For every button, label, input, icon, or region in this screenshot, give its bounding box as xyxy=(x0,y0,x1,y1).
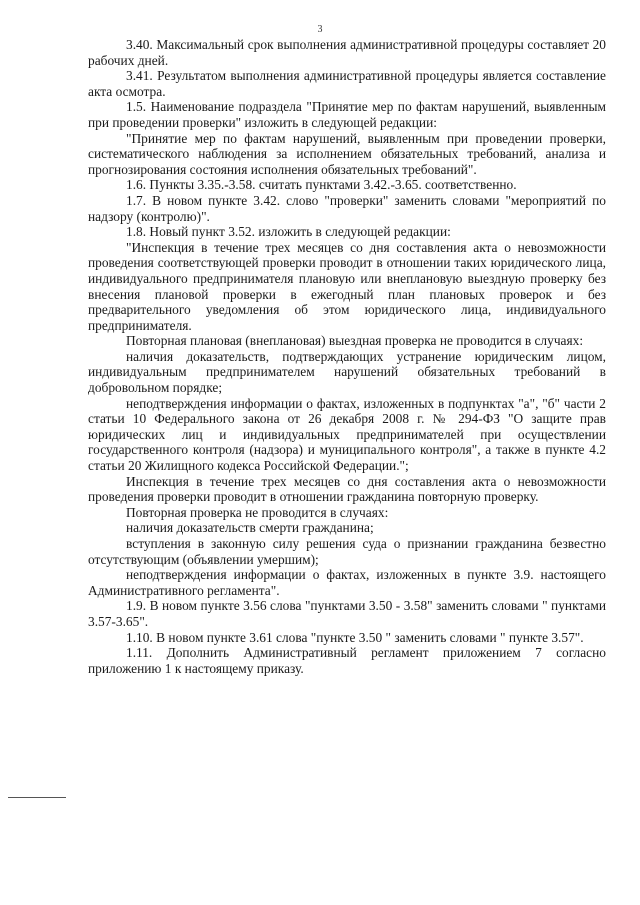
paragraph-citizen-unconfirmed: неподтверждения информации о фактах, изложенных в пункте 3.9. настоящего Административного регламента". xyxy=(88,567,606,598)
paragraph-citizen-cases: Повторная проверка не проводится в случаях: xyxy=(126,504,389,520)
paragraph-1-8-text: "Инспекция в течение трех месяцев со дня составления акта о невозможности проведения соответствующей проверки проводит в отношении таких юридического лица, индивидуального предпринимателя плановую или внеплановую выездную проверку без внесения плановой проверки в ежегодный план плановых проверок и без предварительного уведомления об этом юридического лица, индивидуального предпринимателя. xyxy=(88,239,606,333)
paragraph-1-7: 1.7. В новом пункте 3.42. слово "проверки" заменить словами "мероприятий по надзору (контролю)". xyxy=(88,192,606,224)
paragraph-repeat-inspection: Повторная плановая (внеплановая) выездная проверка не проводится в случаях: xyxy=(126,333,584,349)
paragraph-3-41: 3.41. Результатом выполнения административной процедуры является составление акта осмотра. xyxy=(88,68,606,99)
paragraph-citizen-inspection: Инспекция в течение трех месяцев со дня составления акта о невозможности проведения проверки проводит в отношении гражданина повторную проверку. xyxy=(88,473,606,505)
paragraph-citizen-death: наличия доказательств смерти гражданина; xyxy=(126,520,374,536)
paragraph-case-evidence: наличия доказательств, подтверждающих устранение юридическим лицом, индивидуальным предпринимателем нарушений обязательных требований в добровольном порядке; xyxy=(88,348,606,396)
paragraph-1-5-text: "Принятие мер по фактам нарушений, выявленным при проведении проверки, систематического наблюдения за исполнением обязательных требований, анализа и прогнозирования состояния исполнения обязательных требований". xyxy=(88,130,606,177)
paragraph-1-6: 1.6. Пункты 3.35.-3.58. считать пунктами 3.42.-3.65. соответственно. xyxy=(126,177,517,193)
paragraph-1-11: 1.11. Дополнить Административный регламент приложением 7 согласно приложению 1 к настоящему приказу. xyxy=(88,645,606,676)
paragraph-citizen-missing: вступления в законную силу решения суда о признании гражданина безвестно отсутствующим (объявлении умершим); xyxy=(88,536,606,567)
paragraph-case-unconfirmed: неподтверждения информации о фактах, изложенных в подпунктах "а", "б" части 2 статьи 10 Федерального закона от 26 декабря 2008 г. № 294-ФЗ "О защите прав юридических лиц и индивидуальных предпринимателей при осуществлении государственного контроля (надзора) и муниципального контроля", а также в пункте 4.2 статьи 20 Жилищного кодекса Российской Федерации."; xyxy=(88,395,606,474)
paragraph-1-5: 1.5. Наименование подраздела "Принятие мер по фактам нарушений, выявленным при проведении проверки" изложить в следующей редакции: xyxy=(88,99,606,130)
paragraph-1-10: 1.10. В новом пункте 3.61 слова "пункте 3.50 " заменить словами " пункте 3.57". xyxy=(126,629,584,645)
paragraph-1-9: 1.9. В новом пункте 3.56 слова "пунктами 3.50 - 3.58" заменить словами " пунктами 3.57-3.65". xyxy=(88,598,606,629)
footer-divider xyxy=(8,797,66,798)
paragraph-1-8: 1.8. Новый пункт 3.52. изложить в следующей редакции: xyxy=(126,224,451,240)
document-body xyxy=(88,37,606,676)
paragraph-3-40: 3.40. Максимальный срок выполнения административной процедуры составляет 20 рабочих дней. xyxy=(88,37,606,68)
page-number: 3 xyxy=(317,24,323,35)
